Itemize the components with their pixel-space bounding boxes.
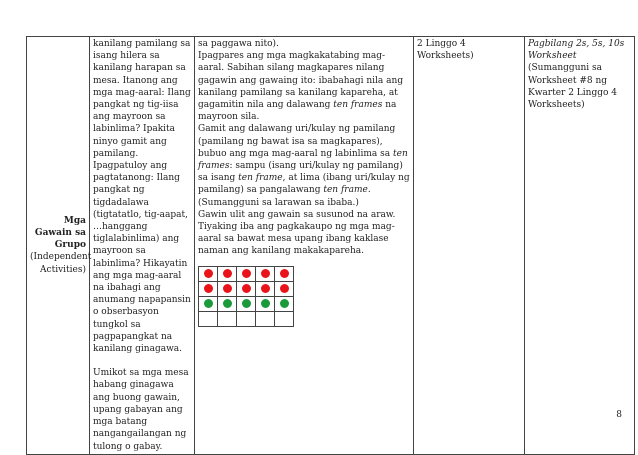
pairing-paragraph: Ipagpares ang mga magkakatabing mag-aaral. Sabihan silang magkapares nilang gagawin ang gawaing ito: ibabahagi nila ang kanilang pamilang sa kanilang kapareha, at gagamitin nila ang dalawang ten frames na mayroon sila. [198, 51, 404, 123]
green-counter-icon [223, 299, 232, 308]
worksheet-title: Pagbilang 2s, 5s, 10s [528, 39, 625, 49]
ten-frame-cell [256, 266, 275, 281]
red-counter-icon [261, 269, 270, 278]
ten-frame-cell [199, 312, 218, 327]
ten-frame-cell [256, 281, 275, 296]
seating-paragraph: Tiyaking iba ang pagkakaupo ng mga mag-aaral sa bawat mesa upang ibang kaklase naman ang kanilang makakapareha. [198, 222, 395, 257]
page-number: 8 [616, 410, 622, 420]
activity-line: sa paggawa nito). [198, 39, 279, 49]
materials-text: 2 Linggo 4 Worksheets) [417, 39, 474, 62]
red-counter-icon [223, 284, 232, 293]
table-row [27, 37, 635, 455]
row-header-subtitle: (Independent Activities) [30, 252, 92, 275]
green-counter-icon [261, 299, 270, 308]
procedure-paragraph: kanilang pamilang sa isang hilera sa kanilang harapan sa mesa. Itanong ang mga mag-aaral: Ilang pangkat ng tig-iisa ang mayroon sa labinlima? Ipakita ninyo gamit ang pamilang. Ipagpatuloy ang pagtatanong: Ilang pangkat ng tigdadalawa (tigtatatlo, tig-aapat, …hanggang tiglalabinlima) ang mayroon sa labinlima? Hikayatin ang mga mag-aaral na ibahagi ang anumang napapansin o obserbasyon tungkol sa pagpapangkat na kanilang ginagawa. [93, 39, 191, 355]
ten-frame-cell [237, 266, 256, 281]
ten-frame-cell [218, 266, 237, 281]
worksheet-label: Worksheet [528, 51, 577, 62]
materials-cell [414, 37, 525, 455]
ten-frame-cell [199, 297, 218, 312]
procedure-cell [90, 37, 195, 455]
ten-frame-cell [218, 281, 237, 296]
ten-frame-term: ten frame [323, 185, 368, 196]
ten-frame-cell [218, 297, 237, 312]
counters-paragraph: Gamit ang dalawang uri/kulay ng pamilang (pamilang ng bawat isa sa magkapares), bubuo ang mga mag-aaral ng labinlima sa ten frames: sampu (isang uri/kulay ng pamilang) sa isang ten frame, at lima (ibang uri/kulay ng pamilang) sa pangalawang ten frame. (Sumangguni sa larawan sa ibaba.) [198, 124, 410, 208]
ten-frame-cell [275, 312, 294, 327]
ten-frame-cell [237, 281, 256, 296]
ten-frame-row [199, 281, 294, 296]
activity-cell [195, 37, 414, 455]
resources-cell [525, 37, 635, 455]
red-counter-icon [204, 284, 213, 293]
ten-frame-cell [256, 312, 275, 327]
ten-frame-cell [256, 297, 275, 312]
ten-frame-cell [275, 297, 294, 312]
red-counter-icon [280, 284, 289, 293]
red-counter-icon [223, 269, 232, 278]
row-header-cell [27, 37, 90, 455]
ten-frame-row [199, 312, 294, 327]
red-counter-icon [242, 284, 251, 293]
row-header-title: Mga Gawain sa Grupo [34, 215, 86, 251]
ten-frame-cell [199, 281, 218, 296]
ten-frame-cell [237, 312, 256, 327]
ten-frame-term: ten frame [238, 173, 283, 184]
lesson-plan-table [26, 36, 635, 455]
ten-frame-row [199, 297, 294, 312]
ten-frame-cell [275, 266, 294, 281]
ten-frames-illustration [198, 266, 410, 328]
green-counter-icon [204, 299, 213, 308]
red-counter-icon [242, 269, 251, 278]
worksheet-reference: (Sumangguni sa Worksheet #8 ng Kwarter 2 Linggo 4 Worksheets) [528, 63, 617, 111]
green-counter-icon [242, 299, 251, 308]
ten-frame-row [199, 266, 294, 281]
teacher-guidance-paragraph: Umikot sa mga mesa habang ginagawa ang buong gawain, upang gabayan ang mga batang nangangailangan ng tulong o gabay. [93, 368, 189, 452]
ten-frame-cell [218, 312, 237, 327]
ten-frames-term: ten frames [198, 148, 408, 172]
ten-frame-cell [275, 281, 294, 296]
ten-frame-grid [198, 266, 294, 328]
red-counter-icon [204, 269, 213, 278]
green-counter-icon [280, 299, 289, 308]
red-counter-icon [280, 269, 289, 278]
ten-frames-term: ten frames [333, 100, 383, 111]
ten-frame-cell [199, 266, 218, 281]
ten-frame-cell [237, 297, 256, 312]
repeat-paragraph: Gawin ulit ang gawain sa susunod na araw. [198, 209, 396, 220]
red-counter-icon [261, 284, 270, 293]
